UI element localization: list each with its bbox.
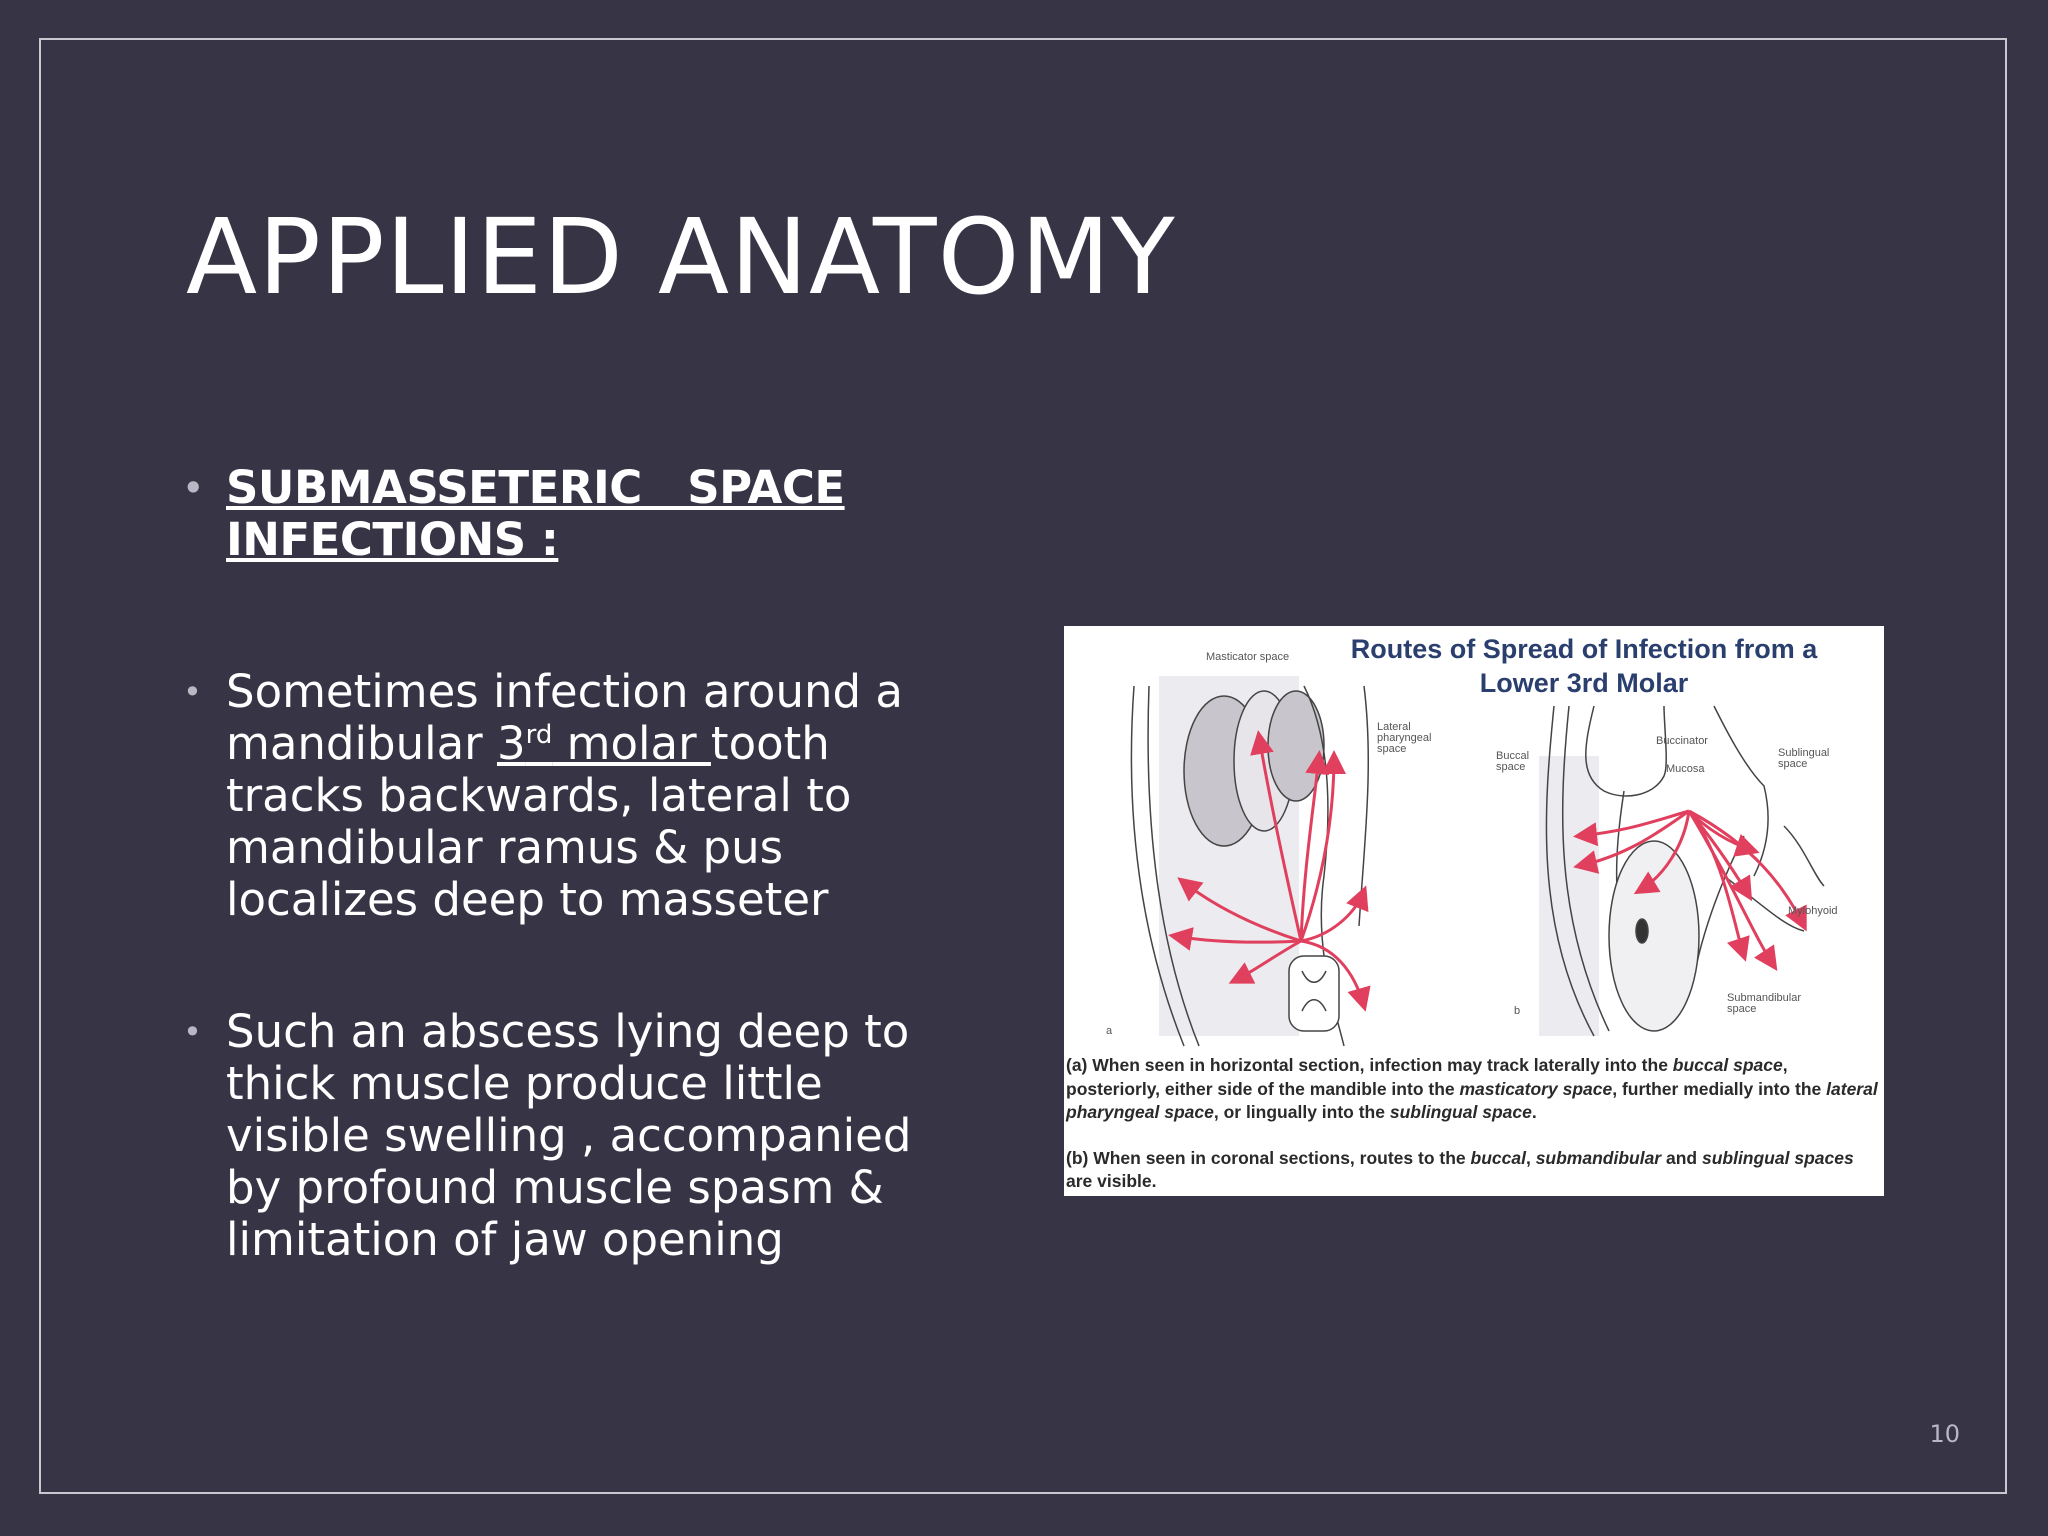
caption-b: (b) When seen in coronal sections, routes to the buccal, submandibular and sublingual spaces are visible. bbox=[1066, 1147, 1854, 1191]
bullet-list bbox=[183, 462, 973, 1266]
label-mucosa: Mucosa bbox=[1666, 763, 1705, 775]
point2-text: Such an abscess lying deep to thick muscle produce little visible swelling , accompanied by profound muscle spasm & limitation of jaw opening bbox=[226, 1005, 912, 1266]
label-masticator-space: Masticator space bbox=[1206, 651, 1290, 663]
third-number: 3 bbox=[496, 717, 526, 770]
label-submandibular-space: Submandibular space bbox=[1727, 992, 1801, 1015]
caption-a: (a) When seen in horizontal section, infection may track laterally into the buccal space, posteriorly, either side of the mandible into the masticatory space, further medially into the lateral pharyngeal space, or lingually into the sublingual space. bbox=[1066, 1055, 1878, 1122]
infection-spread-figure bbox=[1064, 626, 1884, 1196]
heading-line-1: SUBMASSETERIC SPACE bbox=[226, 461, 845, 514]
figure-caption bbox=[1066, 1054, 1882, 1194]
bullet-dot-icon: • bbox=[183, 469, 203, 507]
bullet-point-2 bbox=[183, 1006, 973, 1266]
third-molar-link[interactable] bbox=[497, 717, 711, 770]
figure-title bbox=[1304, 632, 1864, 700]
horizontal-section-panel bbox=[1131, 676, 1368, 1046]
label-buccal-space: Buccal space bbox=[1496, 750, 1530, 773]
ordinal-superscript: rd bbox=[525, 720, 553, 750]
heading-line-2: INFECTIONS : bbox=[226, 513, 559, 566]
bullet-heading bbox=[183, 462, 973, 566]
point1-text-b: tooth tracks backwards, lateral to mandibular ramus & pus localizes deep to masseter bbox=[226, 717, 852, 926]
page-number: 10 bbox=[1929, 1420, 1960, 1448]
label-sublingual-space: Sublingual space bbox=[1778, 747, 1830, 770]
molar-text: molar bbox=[552, 717, 711, 770]
panel-label-b: b bbox=[1514, 1005, 1521, 1017]
bullet-point-1 bbox=[183, 666, 973, 926]
point1-text-a: Sometimes infection around a mandibular bbox=[226, 665, 903, 770]
bullet-dot-icon: • bbox=[183, 1013, 202, 1051]
panel-label-a: a bbox=[1106, 1025, 1113, 1037]
label-buccinator: Buccinator bbox=[1656, 735, 1708, 747]
bullet-dot-icon: • bbox=[183, 673, 202, 711]
figure-title-line-1: Routes of Spread of Infection from a bbox=[1350, 634, 1818, 664]
label-lateral-pharyngeal-space: Lateral pharyngeal space bbox=[1377, 721, 1432, 755]
slide-title: APPLIED ANATOMY bbox=[186, 196, 1176, 318]
figure-title-line-2: Lower 3rd Molar bbox=[1479, 668, 1689, 698]
label-mylohyoid: Mylohyoid bbox=[1788, 905, 1838, 917]
